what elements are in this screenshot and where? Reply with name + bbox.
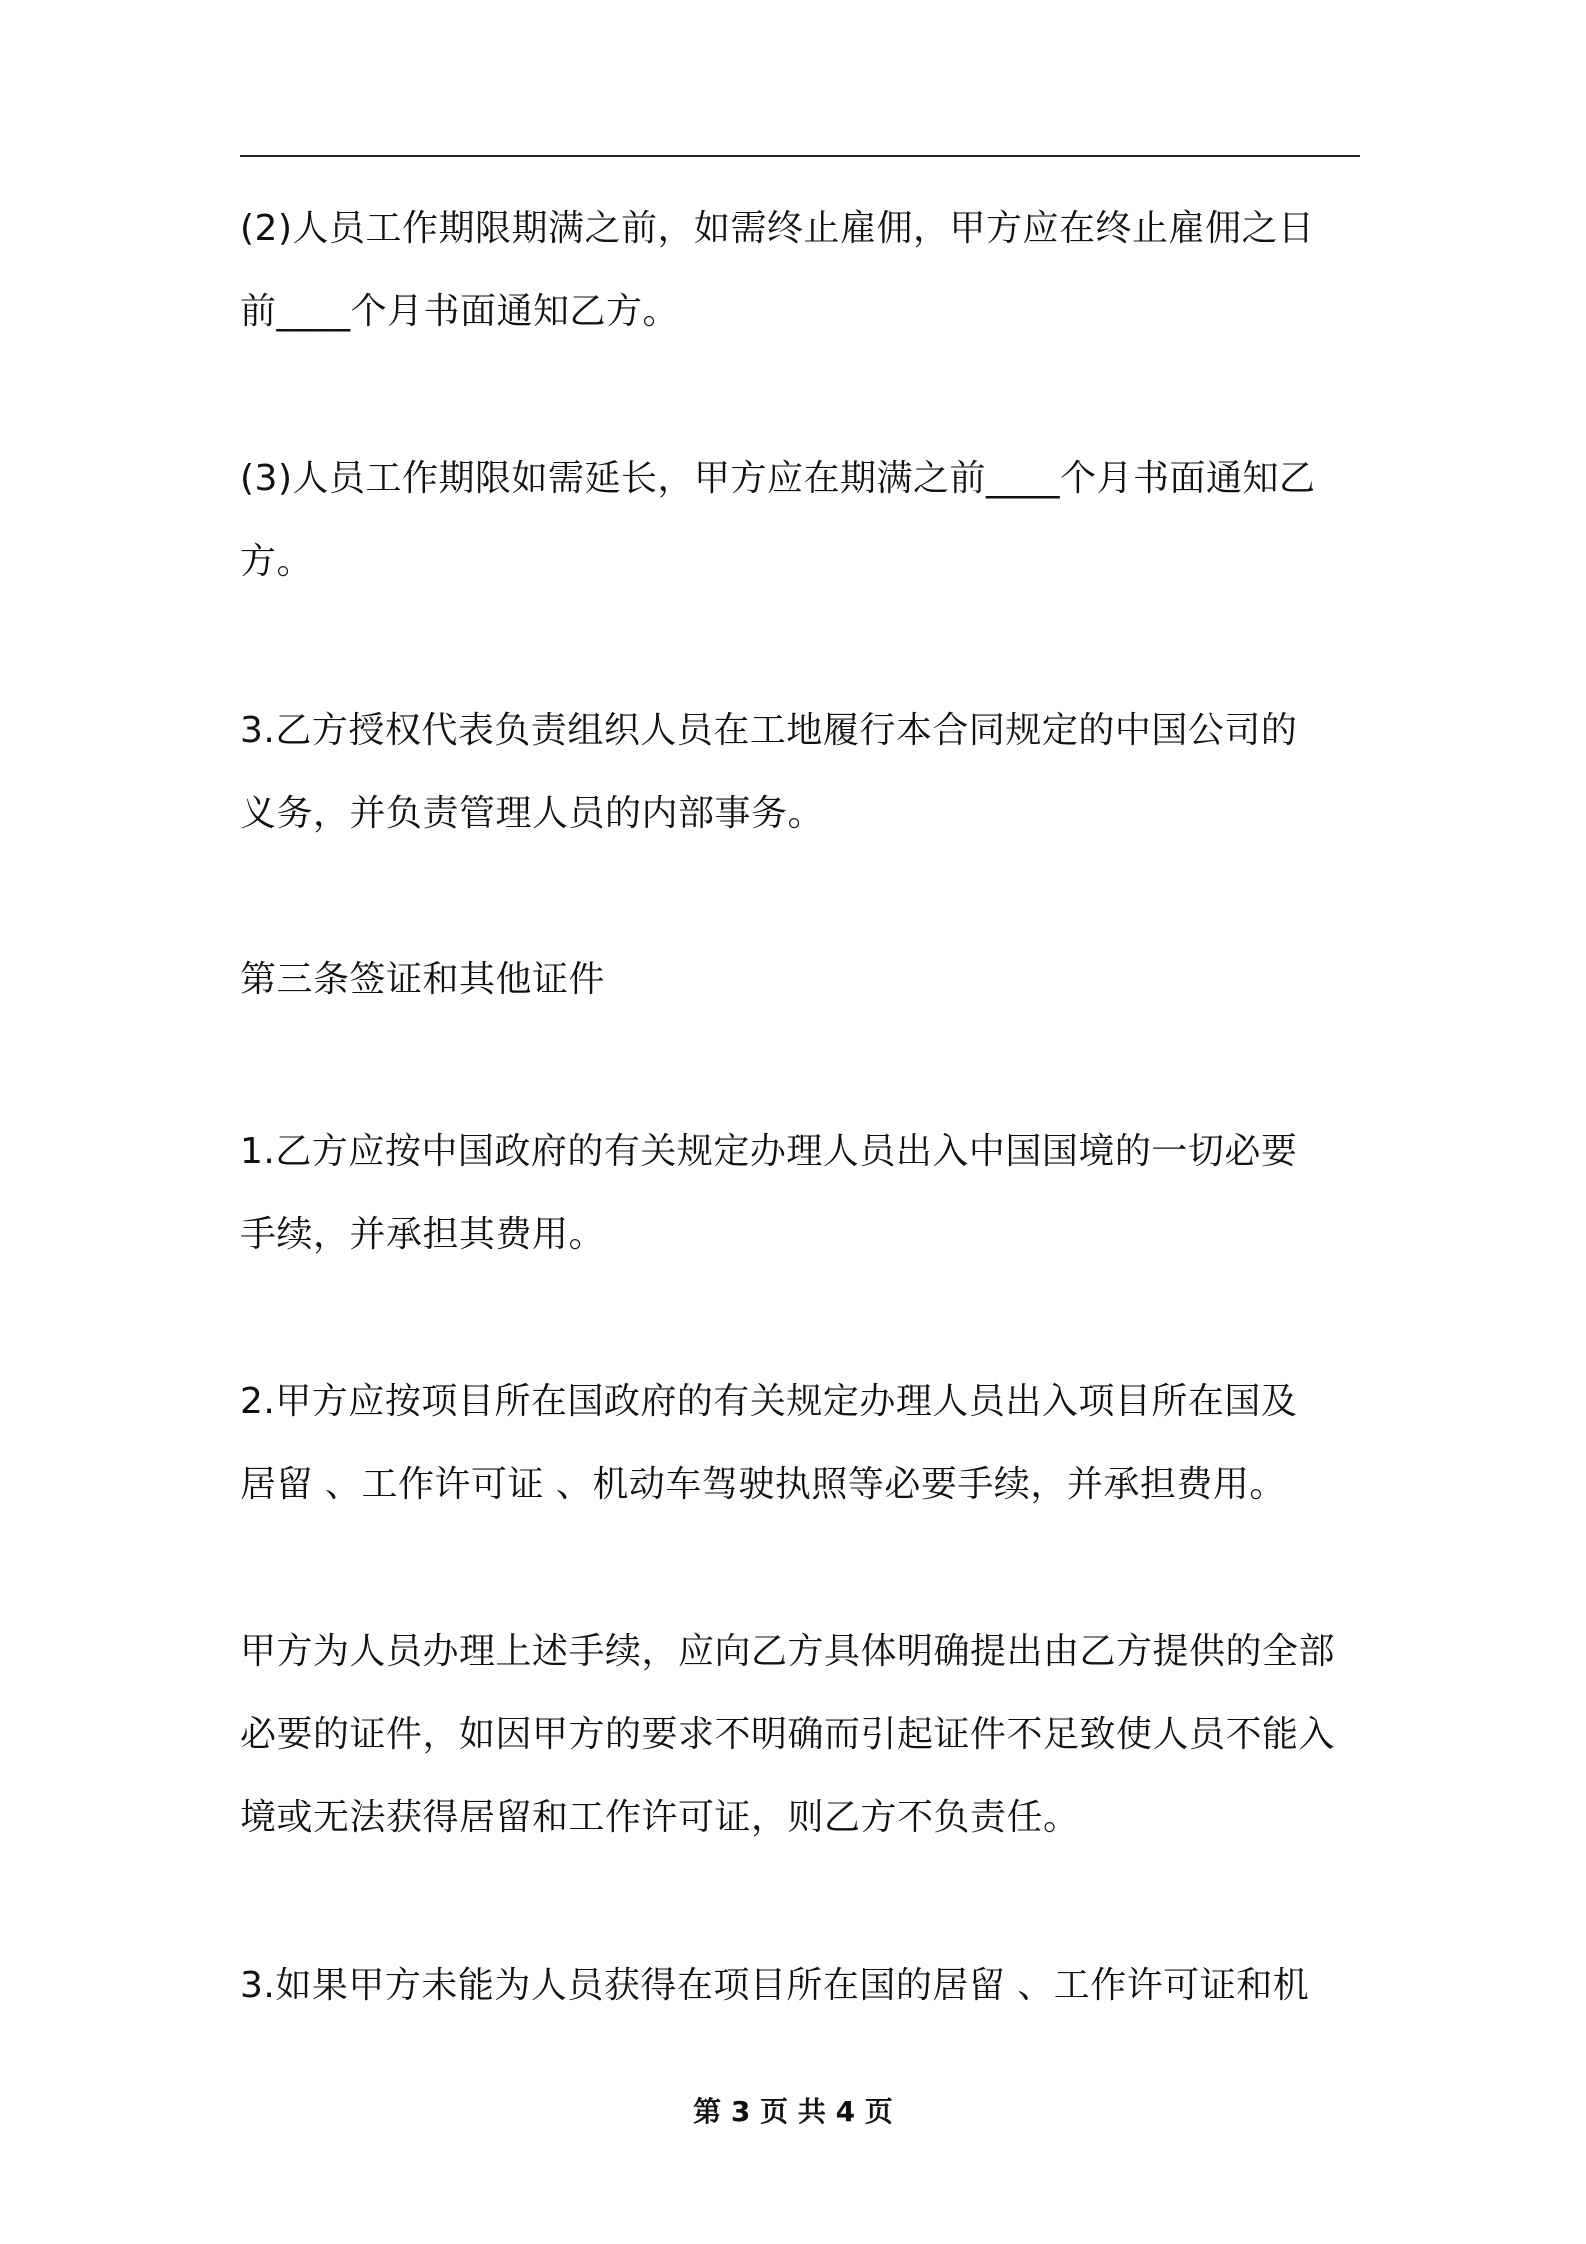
paragraph-authorized-representative: [240, 689, 1360, 855]
text-line: 方。: [240, 541, 314, 582]
text-line: 甲方为人员办理上述手续，应向乙方具体明确提出由乙方提供的全部: [240, 1631, 1336, 1672]
text-line: 境或无法获得居留和工作许可证，则乙方不负责任。: [240, 1797, 1080, 1838]
paragraph-document-requirements: [240, 1610, 1360, 1859]
text-line: 必要的证件，如因甲方的要求不明确而引起证件不足致使人员不能入: [240, 1714, 1336, 1755]
header-rule: [240, 155, 1360, 157]
text-line: (2)人员工作期限期满之前，如需终止雇佣，甲方应在终止雇佣之日: [240, 208, 1315, 249]
text-line: 前____个月书面通知乙方。: [240, 291, 680, 332]
paragraph-host-country-formalities: [240, 1360, 1360, 1526]
page-number-footer: 第 3 页 共 4 页: [693, 2095, 893, 2128]
text-line: 1.乙方应按中国政府的有关规定办理人员出入中国国境的一切必要: [240, 1131, 1298, 1172]
section-heading: [240, 938, 1360, 1021]
text-line: (3)人员工作期限如需延长，甲方应在期满之前____个月书面通知乙: [240, 458, 1316, 499]
text-line: 3.如果甲方未能为人员获得在项目所在国的居留 、工作许可证和机: [240, 1965, 1310, 2006]
text-line: 2.甲方应按项目所在国政府的有关规定办理人员出入项目所在国及: [240, 1381, 1298, 1422]
text-line: 3.乙方授权代表负责组织人员在工地履行本合同规定的中国公司的: [240, 710, 1298, 751]
text-line: 手续，并承担其费用。: [240, 1214, 606, 1255]
text-line: 义务，并负责管理人员的内部事务。: [240, 793, 825, 834]
paragraph-termination-notice: [240, 187, 1360, 353]
paragraph-permit-failure: [240, 1944, 1360, 2027]
paragraph-extension-notice: [240, 437, 1360, 603]
heading-text: 第三条签证和其他证件: [240, 959, 606, 1000]
text-line: 居留 、工作许可证 、机动车驾驶执照等必要手续，并承担费用。: [240, 1464, 1286, 1505]
paragraph-china-exit-formalities: [240, 1110, 1360, 1276]
